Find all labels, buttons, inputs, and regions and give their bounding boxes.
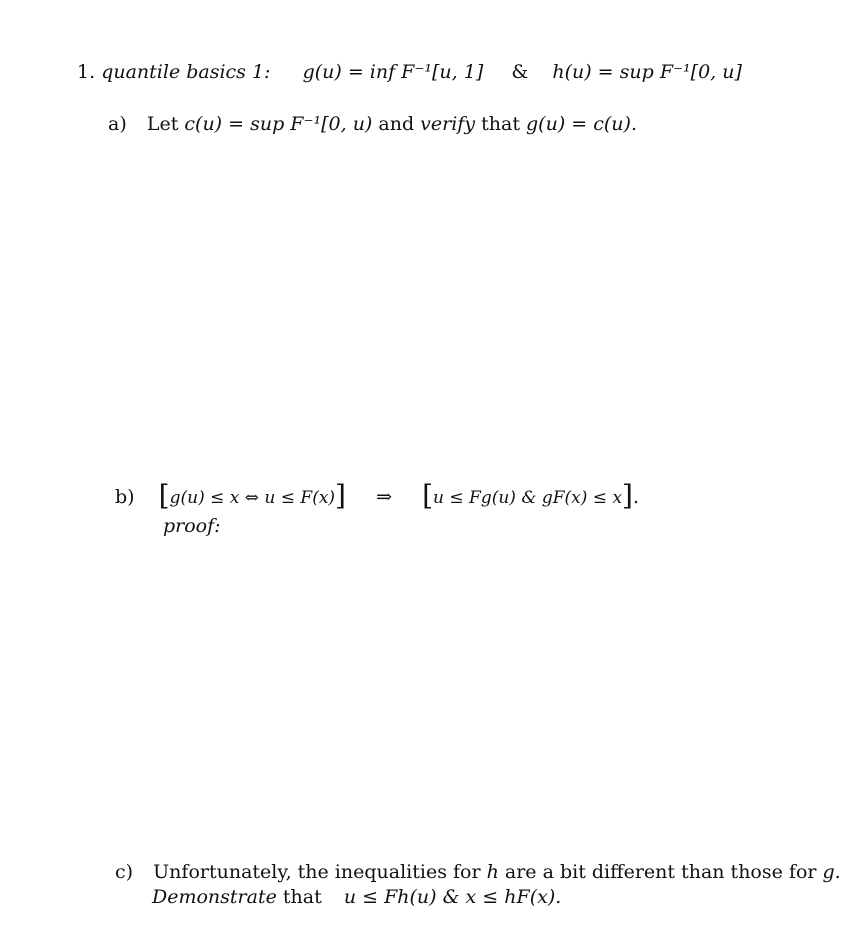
part-c-g: g. (822, 861, 841, 883)
problem-header (77, 60, 742, 84)
part-a-claim: g(u) = c(u). (526, 113, 637, 135)
part-a-c-def: c(u) = sup F⁻¹[0, u) (184, 113, 373, 135)
part-c-line1 (115, 860, 841, 884)
part-a-that: that (481, 113, 520, 135)
part-c-h: h (486, 861, 499, 883)
part-c-that: that (282, 886, 322, 908)
part-b: b) [g(u) ≤ x ⇔ u ≤ F(x)] ⇒ [u ≤ Fg(u) & gF(x) ≤ x]. (115, 479, 640, 512)
part-a-label: a) (108, 113, 127, 135)
part-c-line2 (152, 885, 561, 909)
part-c-text1: Unfortunately, the inequalities for (153, 861, 481, 883)
implies-arrow: ⇒ (376, 486, 392, 508)
part-b-right-expr: u ≤ Fg(u) & gF(x) ≤ x (433, 488, 623, 508)
left-bracket-open: [ (158, 479, 170, 512)
part-c-expr: u ≤ Fh(u) & x ≤ hF(x). (343, 886, 562, 908)
part-c-label: c) (115, 861, 134, 883)
definition-h: h(u) = sup F⁻¹[0, u] (552, 61, 742, 83)
part-a-and: and (378, 113, 415, 135)
part-c-demonstrate: Demonstrate (152, 886, 277, 908)
part-c-text2: are a bit different than those for (504, 861, 817, 883)
problem-number: 1. (77, 61, 96, 83)
part-b-label: b) (115, 486, 135, 508)
problem-title: quantile basics 1: (101, 61, 271, 83)
part-a-verify: verify (420, 113, 476, 135)
ampersand: & (511, 61, 529, 83)
part-b-proof: proof: (163, 515, 221, 537)
part-a (108, 112, 637, 136)
right-bracket-open: [ (422, 479, 434, 512)
part-b-left-expr: g(u) ≤ x ⇔ u ≤ F(x) (169, 488, 336, 508)
definition-g: g(u) = inf F⁻¹[u, 1] (302, 61, 484, 83)
part-a-let: Let (146, 113, 179, 135)
left-bracket-close: ] (335, 479, 346, 512)
right-bracket-close: ] (622, 479, 633, 512)
